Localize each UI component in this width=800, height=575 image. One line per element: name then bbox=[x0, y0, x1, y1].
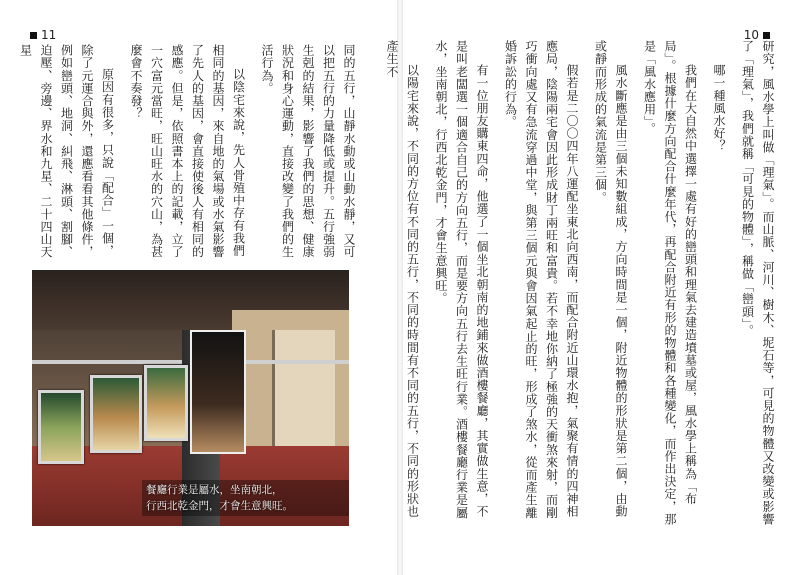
left-page bbox=[0, 0, 397, 575]
right-page bbox=[385, 0, 800, 575]
left-paragraph-2: 以陰宅來說，先人骨殖中存有我們相同的基因，來自地的氣場或水氣影響了先人的基因，會直接使後人有相同的感應。但是，依照書本上的記載，立了一穴富元當旺，旺山旺水的穴山，為甚麼會不奏發？ bbox=[129, 44, 246, 259]
restaurant-entrance-photo bbox=[32, 270, 349, 526]
right-page-text bbox=[385, 40, 778, 530]
right-paragraph-2: 哪一種風水好？ bbox=[712, 64, 726, 153]
photo-menu-poster bbox=[90, 375, 142, 453]
photo-menu-poster bbox=[38, 390, 84, 464]
right-paragraph-5: 假若是二〇〇四年八運配坐東北向西南，而配合附近山環水抱，氣聚有情的四神相應局，陰陽兩宅會因此形成財丁兩旺和富貴。若不幸地你納了極強的天衝煞來射，而剛巧衝向處又有急流穿過中堂，與第三個元與會因氣起止的旺，形成了煞水，從而產生離婚訴訟的行為。 bbox=[503, 40, 579, 519]
right-paragraph-4: 風水斷應是由三個未知數組成，方向時間是一個，附近物體的形狀是第二個，由動或靜而形成的氣流是第三個。 bbox=[593, 40, 628, 518]
right-paragraph-7: 以陽宅來說，不同的方位有不同的五行，不同的時間有不同的五行，不同的形狀也產生不 bbox=[385, 40, 420, 518]
left-page-number-text: 11 bbox=[41, 28, 57, 42]
left-page-number bbox=[30, 28, 56, 42]
photo-doorway bbox=[272, 330, 335, 460]
photo-standing-banner bbox=[190, 330, 246, 454]
page-marker-square bbox=[763, 32, 770, 39]
photo-caption-line-1: 餐廳行業是屬水，坐南朝北， bbox=[146, 484, 283, 496]
right-page-number-text: 10 bbox=[743, 28, 759, 42]
page-marker-square bbox=[30, 32, 37, 39]
right-paragraph-1: 研究，風水學上叫做「理氣」。而山脈、河川、樹木、坭石等，可見的物體又改變或影響了「理氣」，我們就稱「可見的物體」，稱做「巒頭」。 bbox=[740, 40, 775, 526]
left-paragraph-3: 原因有很多，只說「配合」一個，除了元運合與外，還應看看其他條件，例如巒頭、地洞、糾飛、淋頭、割腳、迫壓、旁邊、界水和九星、二十四山天星 bbox=[18, 44, 115, 259]
photo-menu-poster bbox=[144, 365, 188, 441]
left-page-text bbox=[18, 44, 359, 262]
right-paragraph-6: 有一位朋友購東四命，他選了一個坐北朝南的地鋪來做酒樓餐廳，其實做生意，不是叫老闆選一個適合自己的方向五行，而是要方向五行去生旺行業。酒樓餐廳行業是屬水，坐南朝北，行西北乾金門，才會生意興旺。 bbox=[434, 40, 489, 519]
left-paragraph-1: 同的五行，山靜水動或山動水靜，又可以把五行的力量降低或提升。五行強弱生剋的結果，影響了我們的思想、健康狀況和身心運動，直接改變了我們的生活行為。 bbox=[260, 44, 356, 259]
photo-caption-line-2: 行西北乾金門，才會生意興旺。 bbox=[146, 500, 293, 512]
right-paragraph-3: 我們在大自然中選擇一處有好的巒頭和理氣去建造墳墓或屋，風水學上稱為「布局」。根據什麼方向配合什麼年代，再配合附近有形的物體和各種變化，而作出決定，那是「風水應用」。 bbox=[642, 40, 698, 526]
photo-caption bbox=[142, 480, 349, 516]
